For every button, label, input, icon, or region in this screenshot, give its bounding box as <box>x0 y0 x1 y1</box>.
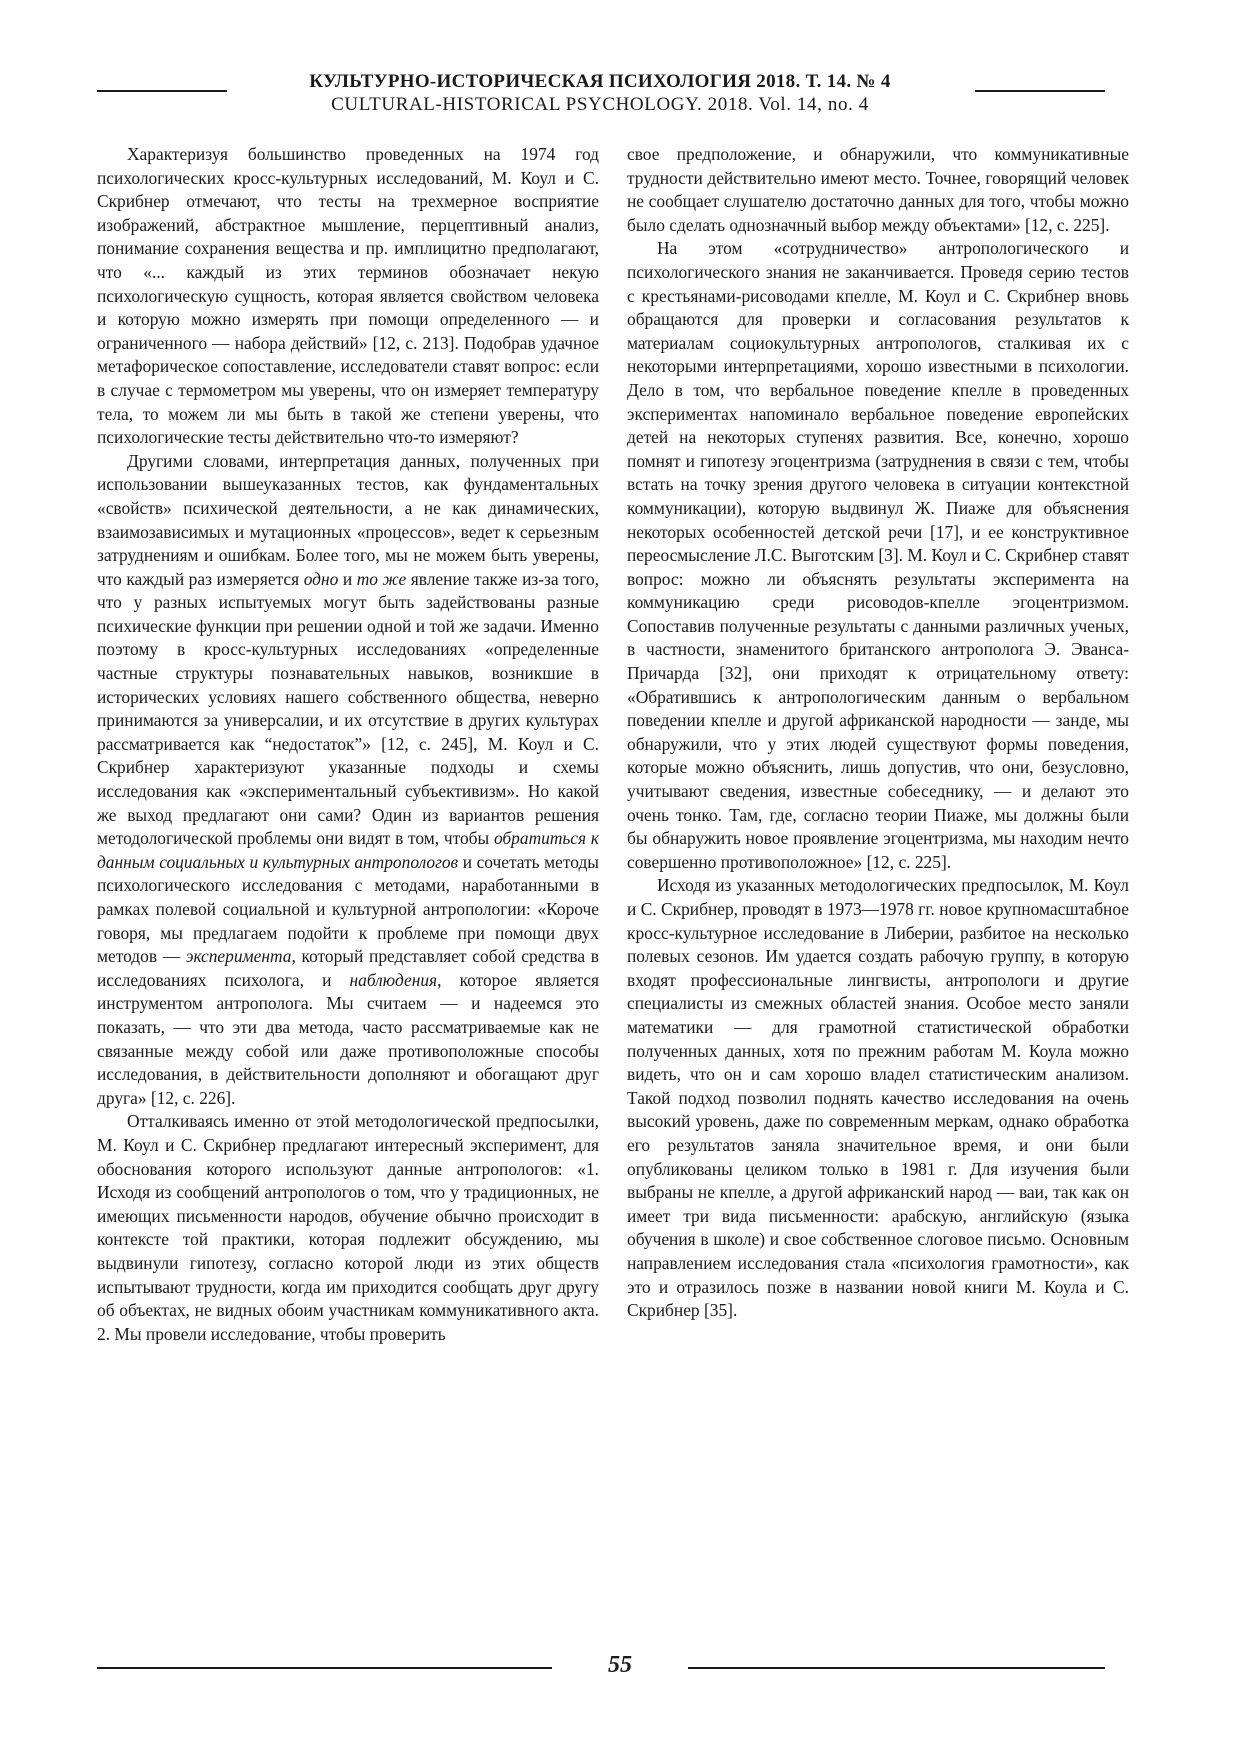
paragraph <box>97 450 599 1111</box>
header-rule-right <box>975 90 1105 92</box>
page-number: 55 <box>608 1652 632 1678</box>
paragraph: На этом «сотрудничество» антропологического и психологического знания не заканчивается. Проведя серию тестов с крестьянами-рисоводами кпелле, М. Коул и С. Скрибнер вновь обращаются для проверки и согласования результатов к материалам социокультурных антропологов, сталкивая их с некоторыми интерпретациями, хорошо известными в психологии. Дело в том, что вербальное поведение кпелле в проведенных экспериментах напоминало вербальное поведение европейских детей на некоторых ступенях развития. Все, конечно, хорошо помнят и гипотезу эгоцентризма (затруднения в связи с тем, чтобы встать на точку зрения другого человека в ситуации контекстной коммуникации), которую выдвинул Ж. Пиаже для объяснения некоторых особенностей детской речи [17], и ее конструктивное переосмысление Л.С. Выготским [3]. М. Коул и С. Скрибнер ставят вопрос: можно ли объяснять результаты эксперимента на коммуникацию среди рисоводов-кпелле эгоцентризмом. Сопоставив полученные результаты с данными различных ученых, в частности, знаменитого британского антрополога Э. Эванса-Причарда [32], они приходят к отрицательному ответу: «Обратившись к антропологическим данным о вербальном поведении кпелле и другой африканской народности — занде, мы обнаружили, что у этих людей существуют формы поведения, которые можно объяснить, лишь допустив, что они, безусловно, учитывают сведения, известные собеседнику, — и делают это очень тонко. Там, где, согласно теории Пиаже, мы должны были бы обнаружить новое проявление эгоцентризма, мы находим нечто совершенно противоположное» [12, с. 225]. <box>627 238 1129 872</box>
header-rule-left <box>97 90 227 92</box>
journal-title-ru: КУЛЬТУРНО-ИСТОРИЧЕСКАЯ ПСИХОЛОГИЯ 2018. Т. 14. № 4 <box>309 71 891 92</box>
emphasis: обратиться к данным социальных и культурных антропологов <box>97 828 599 872</box>
text-run: и <box>338 568 357 589</box>
text-run: , которое является инструментом антрополога. Мы считаем — и надеемся это показать, — что эти два метода, часто рассматриваемые как не связанные между собой или даже противоположные способы исследования, в действительности дополняют и обогащают друг друга» [12, с. 226]. <box>97 969 600 1108</box>
running-header <box>230 70 970 116</box>
emphasis: эксперимента <box>185 946 292 967</box>
left-column <box>97 143 599 1346</box>
footer-rule-right <box>688 1667 1105 1669</box>
text-run: Другими словами, интерпретация данных, полученных при использовании вышеуказанных тестов, как фундаментальных «свойств» психической деятельности, а не как динамических, взаимозависимых и мутационных «процессов», ведет к серьезным затруднениям и ошибкам. Более того, мы не можем быть уверены, что каждый раз измеряется <box>97 450 599 589</box>
paragraph: Характеризуя большинство проведенных на 1974 год психологических кросс-культурных исследований, М. Коул и С. Скрибнер отмечают, что тесты на трехмерное восприятие изображений, абстрактное мышление, перцептивный анализ, понимание сохранения вещества и пр. имплицитно предполагают, что «... каждый из этих терминов обозначает некую психологическую сущность, которая является свойством человека и которую можно измерять при помощи определенного — и ограниченного — набора действий» [12, с. 213]. Подобрав удачное метафорическое сопоставление, исследователи ставят вопрос: если в случае с термометром мы уверены, что он измеряет температуру тела, то можем ли мы быть в такой же степени уверены, что психологические тесты действительно что-то измеряют? <box>97 144 599 448</box>
emphasis: то же <box>356 568 407 589</box>
journal-title-en: CULTURAL-HISTORICAL PSYCHOLOGY. 2018. Vol. 14, no. 4 <box>331 94 869 115</box>
text-run: , который представляет собой средства в исследованиях психолога, и <box>97 946 599 990</box>
text-run: явление также из-за того, что у разных испытуемых могут быть задействованы разные психические функции при решении одной и той же задачи. Именно поэтому в кросс-культурных исследованиях «определенные частные структуры познавательных навыков, возникшие в исторических условиях нашего собственного общества, неверно принимаются за универсалии, и их отсутствие в других культурах рассматривается как “недостаток”» [12, с. 245], М. Коул и С. Скрибнер характеризуют указанные подходы и схемы исследования как «экспериментальный субъективизм». Но какой же выход предлагают они сами? Один из вариантов решения методологической проблемы они видят в том, чтобы <box>97 568 599 849</box>
paragraph-continuation: свое предположение, и обнаружили, что коммуникативные трудности действительно имеют место. Точнее, говорящий человек не сообщает слушателю достаточно данных для того, чтобы можно было сделать однозначный выбор между объектами» [12, с. 225]. <box>627 144 1129 235</box>
emphasis: наблюдения <box>349 969 438 990</box>
right-column <box>627 143 1129 1323</box>
text-run: и сочетать методы психологического исследования с методами, наработанными в рамках полевой социальной и культурной антропологии: «Короче говоря, мы предлагаем подойти к проблеме при помощи двух методов — <box>97 851 599 967</box>
emphasis: одно <box>303 568 339 589</box>
paragraph: Отталкиваясь именно от этой методологической предпосылки, М. Коул и С. Скрибнер предлагают интересный эксперимент, для обоснования которого используют данные антропологов: «1. Исходя из сообщений антропологов о том, что у традиционных, не имеющих письменности народов, обучение обычно происходит в контексте той практики, которая подлежит обсуждению, мы выдвинули гипотезу, согласно которой люди из этих обществ испытывают трудности, когда им приходится сообщать друг другу об объектах, не видных обоим участникам коммуникативного акта. 2. Мы провели исследование, чтобы проверить <box>97 1111 599 1344</box>
footer-rule-left <box>97 1667 552 1669</box>
paragraph: Исходя из указанных методологических предпосылок, М. Коул и С. Скрибнер, проводят в 1973—1978 гг. новое крупномасштабное кросс-культурное исследование в Либерии, разбитое на несколько полевых сезонов. Им удается создать рабочую группу, в которую входят профессиональные лингвисты, антропологи и другие специалисты из смежных областей знания. Особое место заняли математики — для грамотной статистической обработки полученных данных, хотя по прежним работам М. Коула можно видеть, что он и сам хорошо владел статистическим анализом. Такой подход позволил поднять качество исследования на очень высокий уровень, даже по современным меркам, однако обработка его результатов заняла значительное время, и они были опубликованы целиком только в 1981 г. Для изучения были выбраны не кпелле, а другой африканский народ — ваи, так как он имеет три вида письменности: арабскую, английскую (языка обучения в школе) и свое собственное слоговое письмо. Основным направлением исследования стала «психология грамотности», как это и отразилось позже в названии новой книги М. Коула и С. Скрибнер [35]. <box>627 875 1129 1321</box>
